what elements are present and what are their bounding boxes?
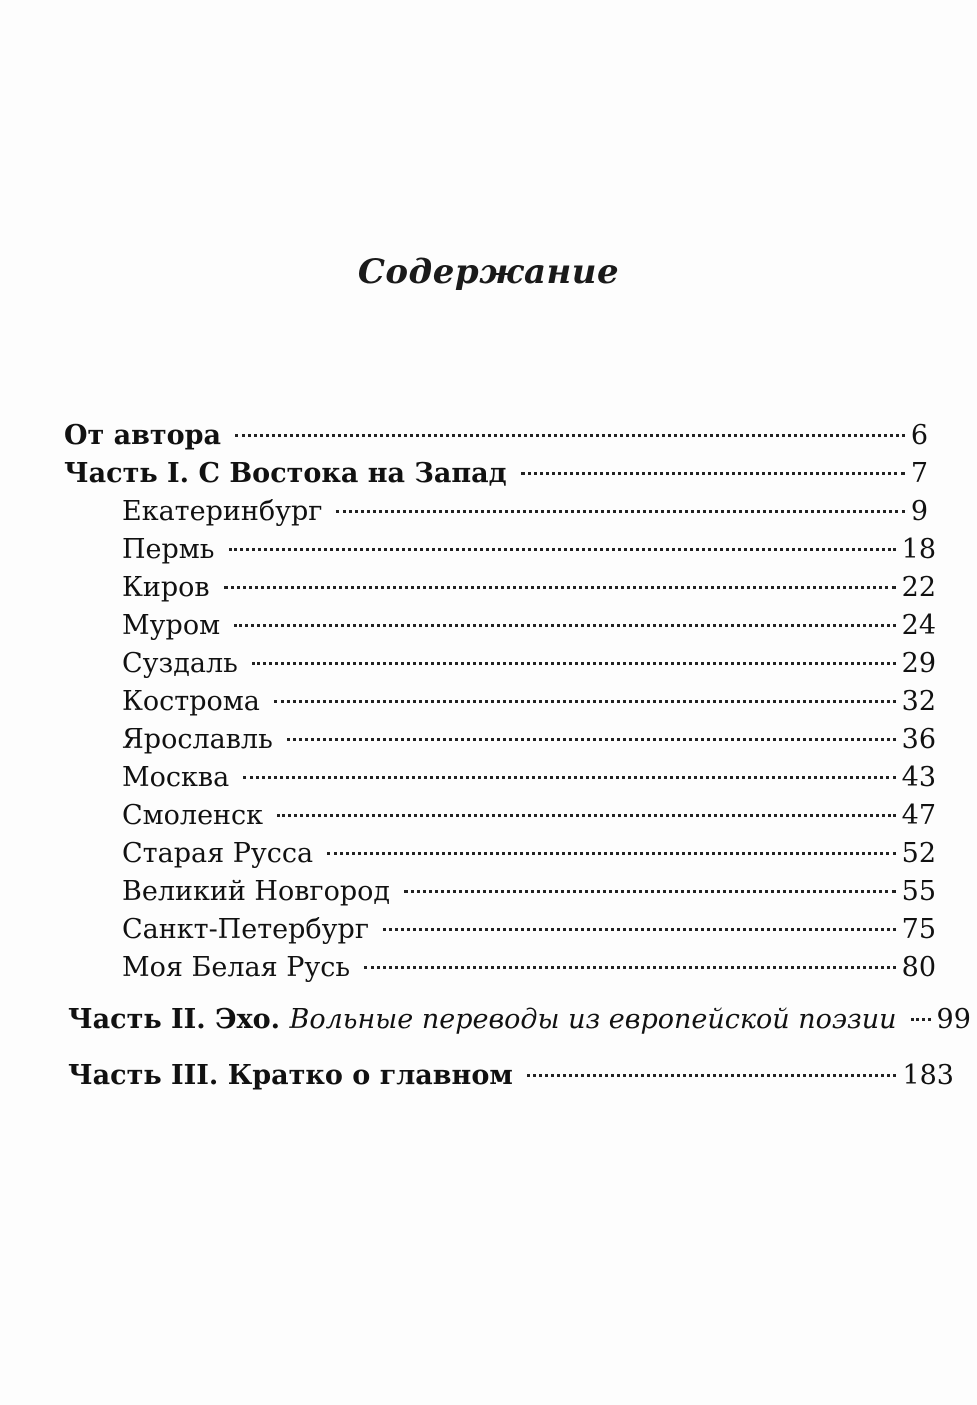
toc-entry-page: 24 bbox=[901, 610, 936, 641]
toc-entry-perm bbox=[122, 532, 936, 568]
toc-entry-label: Суздаль bbox=[122, 648, 238, 679]
toc-entry-page: 18 bbox=[901, 534, 936, 565]
toc-entry-page: 36 bbox=[901, 724, 936, 755]
dot-leader bbox=[287, 738, 896, 741]
toc-entry-label: От автора bbox=[64, 420, 222, 451]
toc-entry-label: Муром bbox=[122, 610, 221, 641]
toc-entry-label: Санкт-Петербург bbox=[122, 914, 369, 945]
toc-entry-part-1 bbox=[64, 456, 928, 492]
dot-leader bbox=[252, 662, 896, 665]
dot-leader bbox=[234, 624, 896, 627]
toc-entry-label-wrap bbox=[68, 1002, 897, 1038]
dot-leader bbox=[277, 814, 896, 817]
toc-entry-ekaterinburg bbox=[122, 494, 928, 530]
toc-entry-page: 29 bbox=[901, 648, 936, 679]
toc-entry-page: 99 bbox=[936, 1004, 971, 1035]
dot-leader bbox=[521, 472, 905, 475]
toc-entry-page: 43 bbox=[901, 762, 936, 793]
toc-entry-my-belaya-rus bbox=[122, 950, 936, 986]
toc-entry-label: Старая Русса bbox=[122, 838, 314, 869]
toc-entry-label: Киров bbox=[122, 572, 210, 603]
dot-leader bbox=[274, 700, 896, 703]
toc-entry-kostroma bbox=[122, 684, 936, 720]
dot-leader bbox=[336, 510, 904, 513]
toc-entry-page: 52 bbox=[901, 838, 936, 869]
toc-entry-label: Часть III. Кратко о главном bbox=[68, 1060, 513, 1091]
toc-entry-page: 22 bbox=[901, 572, 936, 603]
toc-entry-label: Кострома bbox=[122, 686, 260, 717]
toc-entry-page: 55 bbox=[901, 876, 936, 907]
toc-entry-label: Смоленск bbox=[122, 800, 264, 831]
toc-entry-kirov bbox=[122, 570, 936, 606]
dot-leader bbox=[327, 852, 896, 855]
toc-entry-label: Часть II. Эхо. bbox=[68, 1004, 281, 1035]
toc-entry-part-3 bbox=[68, 1058, 954, 1094]
toc-entry-page: 7 bbox=[910, 458, 928, 489]
toc-entry-from-author bbox=[64, 418, 928, 454]
toc-entry-label: Москва bbox=[122, 762, 230, 793]
dot-leader bbox=[235, 434, 905, 437]
toc-entry-page: 183 bbox=[902, 1060, 954, 1091]
toc-entry-label: Екатеринбург bbox=[122, 496, 323, 527]
toc-entry-label: Ярославль bbox=[122, 724, 273, 755]
toc-entry-smolensk bbox=[122, 798, 936, 834]
toc-entry-veliky-novgorod bbox=[122, 874, 936, 910]
toc-entry-page: 9 bbox=[910, 496, 928, 527]
toc-entry-page: 6 bbox=[910, 420, 928, 451]
toc-entry-label: Великий Новгород bbox=[122, 876, 390, 907]
dot-leader bbox=[527, 1074, 897, 1077]
toc-entry-page: 80 bbox=[901, 952, 936, 983]
toc-entry-saint-petersburg bbox=[122, 912, 936, 948]
dot-leader bbox=[243, 776, 895, 779]
toc-entry-yaroslavl bbox=[122, 722, 936, 758]
dot-leader bbox=[911, 1018, 931, 1021]
toc-entry-page: 32 bbox=[901, 686, 936, 717]
toc-entry-label: Пермь bbox=[122, 534, 215, 565]
toc-entry-subtitle: Вольные переводы из европейской поэзии bbox=[289, 1004, 897, 1035]
toc-entry-suzdal bbox=[122, 646, 936, 682]
toc-entry-part-2 bbox=[68, 1002, 971, 1038]
toc-entry-label: Часть I. С Востока на Запад bbox=[64, 458, 507, 489]
dot-leader bbox=[224, 586, 896, 589]
dot-leader bbox=[404, 890, 896, 893]
dot-leader bbox=[383, 928, 896, 931]
dot-leader bbox=[229, 548, 896, 551]
page-title: Содержание bbox=[357, 252, 620, 292]
dot-leader bbox=[364, 966, 896, 969]
toc-entry-staraya-russa bbox=[122, 836, 936, 872]
toc-entry-page: 47 bbox=[901, 800, 936, 831]
toc-entry-moscow bbox=[122, 760, 936, 796]
toc-entry-page: 75 bbox=[901, 914, 936, 945]
toc-entry-murom bbox=[122, 608, 936, 644]
toc-entry-label: Моя Белая Русь bbox=[122, 952, 351, 983]
